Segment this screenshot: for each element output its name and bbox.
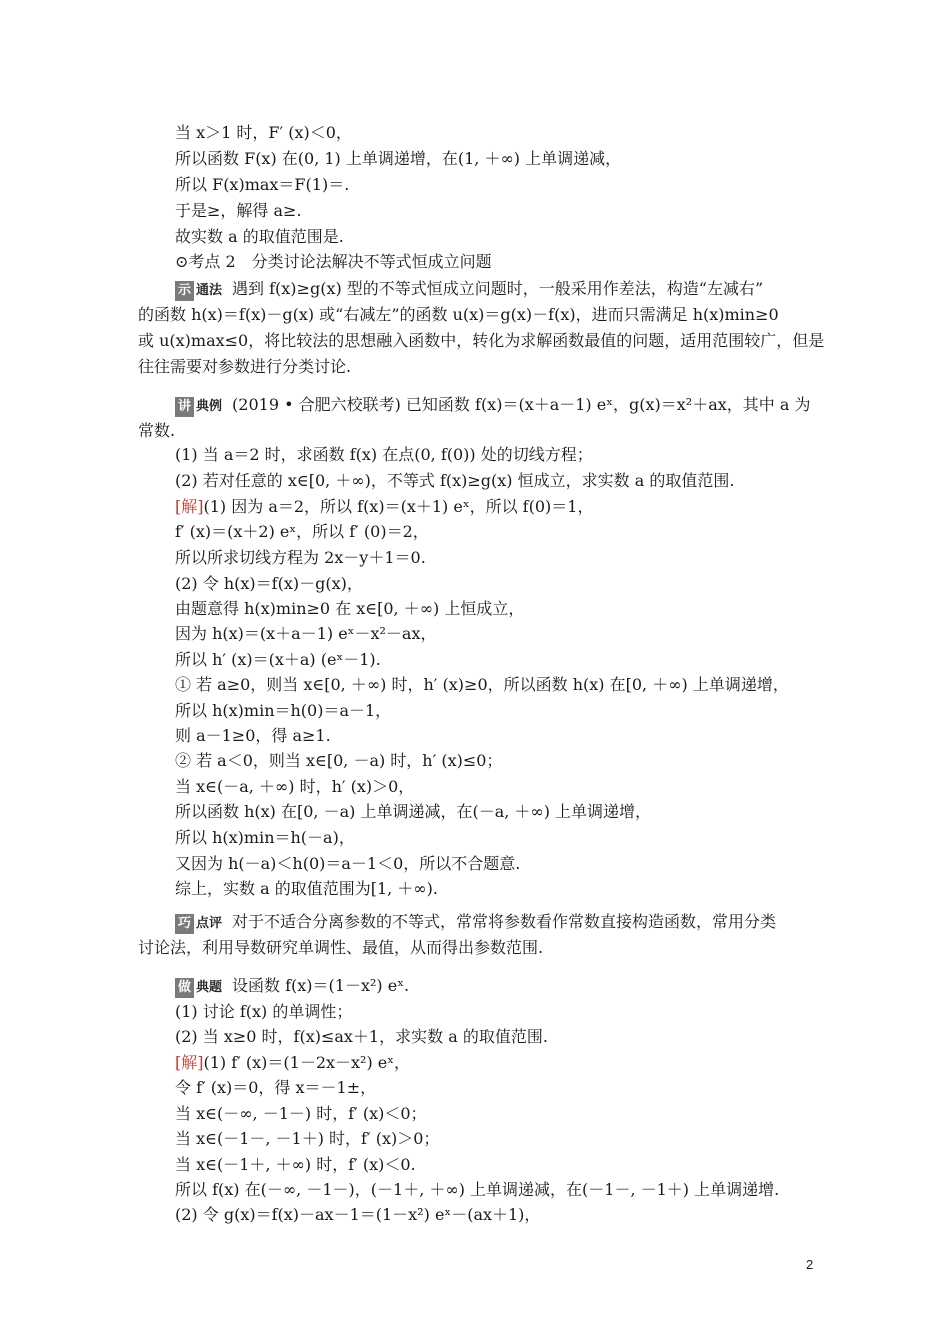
example-line: (2) 若对任意的 x∈[0, ＋∞)，不等式 f(x)≥g(x) 恒成立，求实数 a 的取值范围. — [175, 471, 735, 490]
comment-line: 巧 点评 对于不适合分离参数的不等式，常常将参数看作常数直接构造函数，常用分类 — [175, 912, 776, 934]
section-heading: ⊙考点 2 分类讨论法解决不等式恒成立问题 — [175, 252, 492, 271]
comment-line: 讨论法，利用导数研究单调性、最值，从而得出参数范围. — [138, 938, 544, 957]
comment-badge: 巧 点评 — [175, 914, 226, 934]
example-badge: 讲 典例 — [175, 397, 226, 417]
solution-line: 当 x∈(－∞, －1－) 时，f′ (x)＜0； — [175, 1104, 427, 1123]
practice-line: (2) 当 x≥0 时，f(x)≤ax＋1，求实数 a 的取值范围. — [175, 1027, 548, 1046]
solution-line: 所以 h(x)min＝h(0)＝a－1， — [175, 701, 392, 720]
solution-line: (2) 令 g(x)＝f(x)－ax－1＝(1－x²) eˣ－(ax＋1)， — [175, 1205, 541, 1224]
method-line: 或 u(x)max≤0，将比较法的思想融入函数中，转化为求解函数最值的问题，适用范围较广，但是 — [138, 331, 825, 350]
text-line: 所以函数 F(x) 在(0, 1) 上单调递增，在(1, ＋∞) 上单调递减， — [175, 149, 622, 168]
solution-line: 因为 h(x)＝(x＋a－1) eˣ－x²－ax， — [175, 624, 437, 643]
practice-line: 做 典题 设函数 f(x)＝(1－x²) eˣ. — [175, 976, 409, 998]
solution-line: 所以函数 h(x) 在[0, －a) 上单调递减，在(－a, ＋∞) 上单调递增， — [175, 802, 652, 821]
practice-badge: 做 典题 — [175, 978, 226, 998]
solution-line: 所以 f(x) 在(－∞, －1－)，(－1＋, ＋∞) 上单调递减，在(－1－, －1＋) 上单调递增. — [175, 1180, 780, 1199]
solution-line: 由题意得 h(x)min≥0 在 x∈[0, ＋∞) 上恒成立， — [175, 599, 525, 618]
solution-line: [解](1) 因为 a＝2，所以 f(x)＝(x＋1) eˣ，所以 f(0)＝1， — [175, 497, 594, 516]
text-line: 当 x＞1 时，F′ (x)＜0， — [175, 123, 352, 142]
method-badge: 示 通法 — [175, 281, 226, 301]
solution-label: [解] — [175, 1053, 204, 1072]
example-line: 讲 典例 (2019 • 合肥六校联考) 已知函数 f(x)＝(x＋a－1) eˣ，g(x)＝x²＋ax，其中 a 为 — [175, 395, 810, 417]
solution-label: [解] — [175, 497, 204, 516]
solution-line: 所以 h(x)min＝h(－a)， — [175, 828, 355, 847]
solution-line: f′ (x)＝(x＋2) eˣ，所以 f′ (0)＝2， — [175, 522, 429, 541]
method-line: 示 通法 遇到 f(x)≥g(x) 型的不等式恒成立问题时，一般采用作差法，构造“左减右” — [175, 279, 763, 301]
text-line: 故实数 a 的取值范围是. — [175, 227, 344, 246]
solution-line: 当 x∈(－1－, －1＋) 时，f′ (x)＞0； — [175, 1129, 440, 1148]
solution-line: 所以所求切线方程为 2x－y＋1＝0. — [175, 548, 426, 567]
example-line: (1) 当 a＝2 时，求函数 f(x) 在点(0, f(0)) 处的切线方程； — [175, 445, 593, 464]
method-line: 的函数 h(x)＝f(x)－g(x) 或“右减左”的函数 u(x)＝g(x)－f(x)，进而只需满足 h(x)min≥0 — [138, 305, 779, 324]
solution-line: 又因为 h(－a)＜h(0)＝a－1＜0，所以不合题意. — [175, 854, 521, 873]
method-line: 往往需要对参数进行分类讨论. — [138, 357, 352, 376]
solution-line: 所以 h′ (x)＝(x＋a) (eˣ－1). — [175, 650, 381, 669]
solution-line: 综上，实数 a 的取值范围为[1, ＋∞). — [175, 879, 438, 898]
solution-line: (2) 令 h(x)＝f(x)－g(x)， — [175, 574, 363, 593]
example-line: 常数. — [138, 421, 176, 440]
solution-line: 当 x∈(－1＋, ＋∞) 时，f′ (x)＜0. — [175, 1155, 416, 1174]
page-number: 2 — [806, 1257, 814, 1272]
text-line: 于是≥，解得 a≥. — [175, 201, 302, 220]
solution-line: [解](1) f′ (x)＝(1－2x－x²) eˣ， — [175, 1053, 411, 1072]
practice-line: (1) 讨论 f(x) 的单调性； — [175, 1002, 353, 1021]
solution-line: ① 若 a≥0，则当 x∈[0, ＋∞) 时，h′ (x)≥0，所以函数 h(x) 在[0, ＋∞) 上单调递增， — [175, 675, 789, 694]
solution-line: 当 x∈(－a, ＋∞) 时，h′ (x)＞0， — [175, 777, 415, 796]
solution-line: 令 f′ (x)＝0，得 x＝－1±， — [175, 1078, 377, 1097]
solution-line: 则 a－1≥0，得 a≥1. — [175, 726, 331, 745]
solution-line: ② 若 a＜0，则当 x∈[0, －a) 时，h′ (x)≤0； — [175, 751, 503, 770]
text-line: 所以 F(x)max＝F(1)＝. — [175, 175, 350, 194]
